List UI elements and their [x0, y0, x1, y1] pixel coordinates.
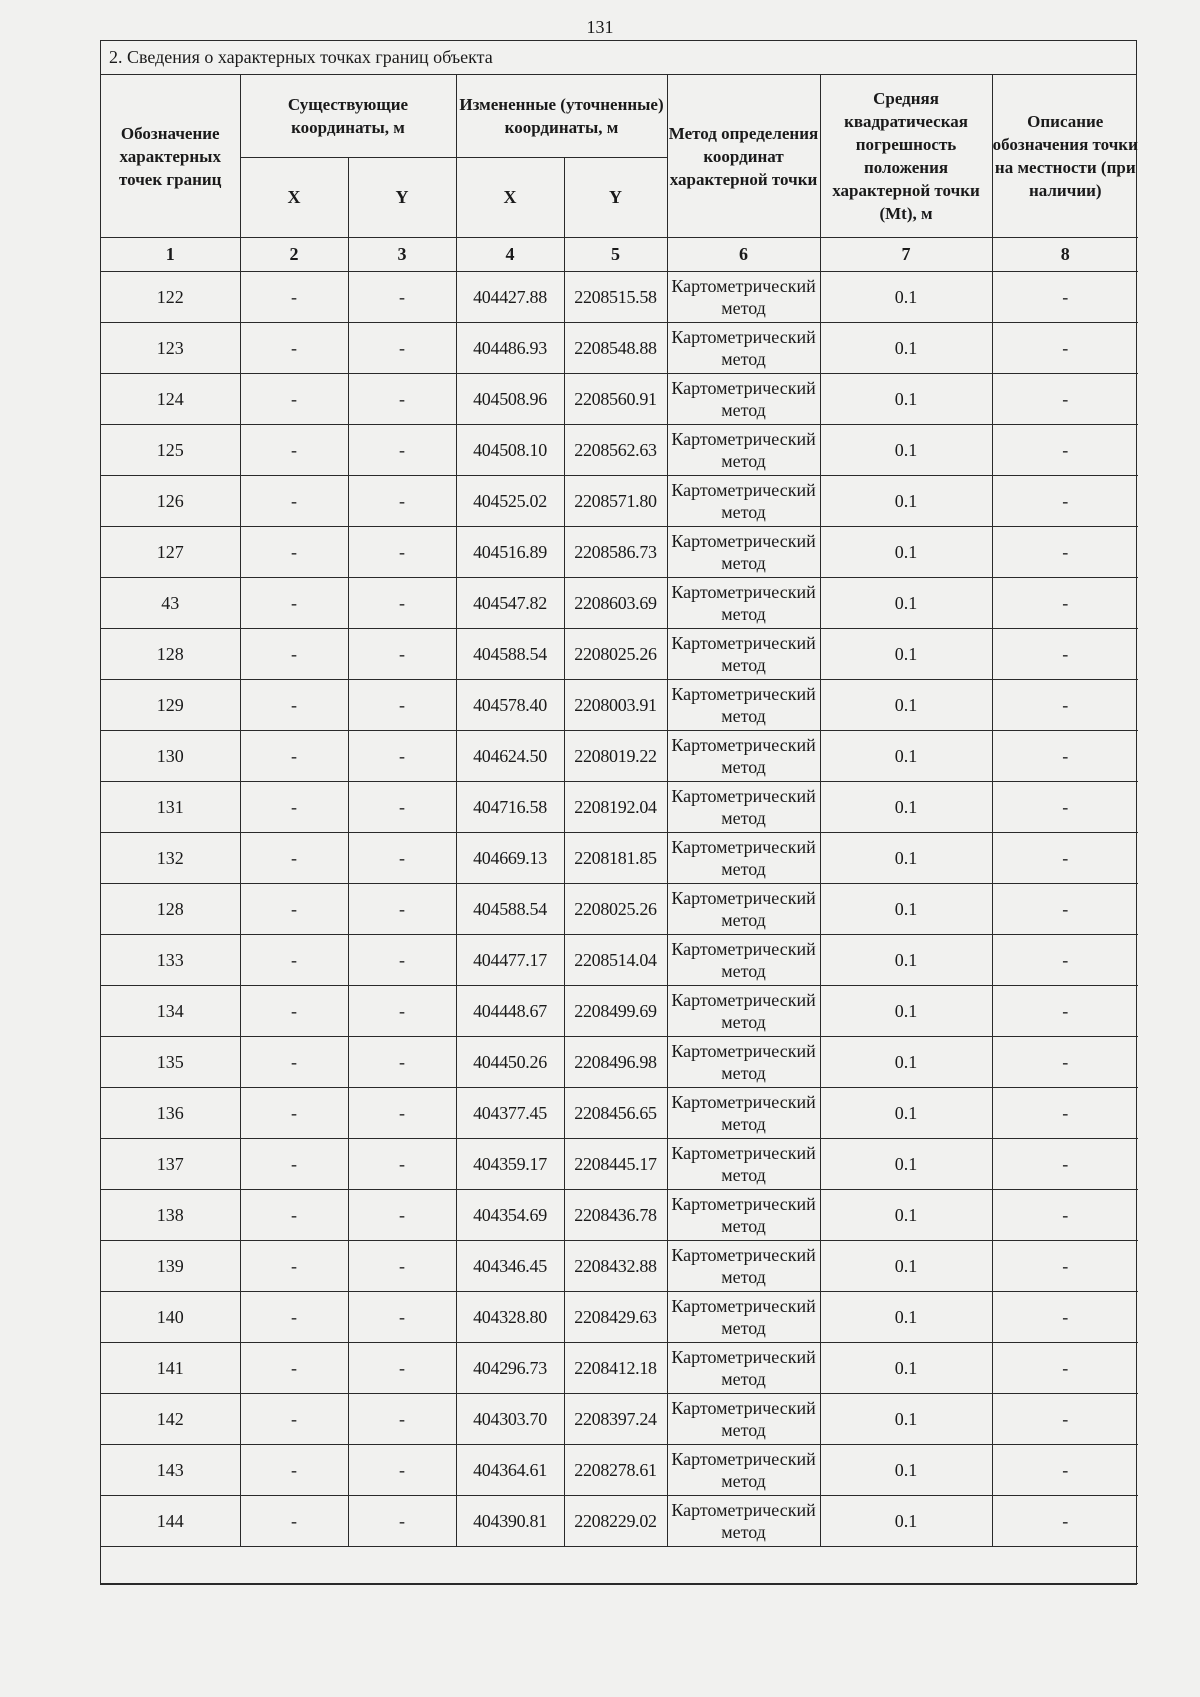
changed-x-cell: 404477.17 — [456, 935, 564, 986]
method-cell: Картометрический метод — [667, 833, 820, 884]
mean-error-cell: 0.1 — [820, 935, 992, 986]
changed-x-cell: 404427.88 — [456, 272, 564, 323]
method-cell: Картометрический метод — [667, 935, 820, 986]
existing-x-cell: - — [240, 782, 348, 833]
changed-y-cell: 2208229.02 — [564, 1496, 667, 1547]
existing-x-cell: - — [240, 1496, 348, 1547]
existing-y-cell: - — [348, 1394, 456, 1445]
existing-y-cell: - — [348, 323, 456, 374]
existing-y-cell: - — [348, 527, 456, 578]
table-row — [101, 680, 1138, 731]
description-cell: - — [992, 884, 1138, 935]
existing-y-cell: - — [348, 1292, 456, 1343]
description-cell: - — [992, 1241, 1138, 1292]
changed-y-cell: 2208025.26 — [564, 629, 667, 680]
changed-y-cell: 2208514.04 — [564, 935, 667, 986]
changed-y-cell: 2208436.78 — [564, 1190, 667, 1241]
description-cell: - — [992, 731, 1138, 782]
boundary-points-table — [101, 75, 1138, 1584]
changed-y-cell: 2208456.65 — [564, 1088, 667, 1139]
table-row — [101, 272, 1138, 323]
table-row — [101, 1394, 1138, 1445]
point-id-cell: 133 — [101, 935, 240, 986]
changed-x-cell: 404508.96 — [456, 374, 564, 425]
point-id-cell: 144 — [101, 1496, 240, 1547]
mean-error-cell: 0.1 — [820, 425, 992, 476]
existing-y-cell: - — [348, 935, 456, 986]
description-cell: - — [992, 476, 1138, 527]
existing-x-cell: - — [240, 272, 348, 323]
existing-y-cell: - — [348, 986, 456, 1037]
table-row — [101, 1190, 1138, 1241]
method-cell: Картометрический метод — [667, 272, 820, 323]
table-row — [101, 1088, 1138, 1139]
existing-x-cell: - — [240, 1139, 348, 1190]
existing-y-cell: - — [348, 374, 456, 425]
mean-error-cell: 0.1 — [820, 323, 992, 374]
table-row — [101, 884, 1138, 935]
mean-error-cell: 0.1 — [820, 629, 992, 680]
column-numbers-row — [101, 238, 1138, 272]
mean-error-cell: 0.1 — [820, 272, 992, 323]
mean-error-cell: 0.1 — [820, 374, 992, 425]
method-cell: Картометрический метод — [667, 374, 820, 425]
changed-y-cell: 2208019.22 — [564, 731, 667, 782]
header-existing-y: Y — [348, 158, 456, 238]
mean-error-cell: 0.1 — [820, 1088, 992, 1139]
table-row — [101, 986, 1138, 1037]
description-cell: - — [992, 680, 1138, 731]
header-method: Метод определения координат характерной точки — [667, 75, 820, 238]
boundary-points-section — [100, 40, 1137, 1585]
mean-error-cell: 0.1 — [820, 1292, 992, 1343]
changed-y-cell: 2208278.61 — [564, 1445, 667, 1496]
changed-y-cell: 2208412.18 — [564, 1343, 667, 1394]
mean-error-cell: 0.1 — [820, 884, 992, 935]
point-id-cell: 135 — [101, 1037, 240, 1088]
table-row — [101, 1343, 1138, 1394]
existing-x-cell: - — [240, 374, 348, 425]
changed-y-cell: 2208562.63 — [564, 425, 667, 476]
changed-y-cell: 2208397.24 — [564, 1394, 667, 1445]
existing-y-cell: - — [348, 578, 456, 629]
existing-x-cell: - — [240, 680, 348, 731]
description-cell: - — [992, 833, 1138, 884]
mean-error-cell: 0.1 — [820, 986, 992, 1037]
table-row — [101, 425, 1138, 476]
table-row — [101, 374, 1138, 425]
description-cell: - — [992, 527, 1138, 578]
mean-error-cell: 0.1 — [820, 1445, 992, 1496]
point-id-cell: 136 — [101, 1088, 240, 1139]
header-designation: Обозначение характерных точек границ — [101, 75, 240, 238]
method-cell: Картометрический метод — [667, 1394, 820, 1445]
description-cell: - — [992, 1037, 1138, 1088]
header-description: Описание обозначения точки на местности (при наличии) — [992, 75, 1138, 238]
changed-x-cell: 404448.67 — [456, 986, 564, 1037]
header-existing-x: X — [240, 158, 348, 238]
description-cell: - — [992, 986, 1138, 1037]
existing-x-cell: - — [240, 884, 348, 935]
changed-y-cell: 2208429.63 — [564, 1292, 667, 1343]
changed-x-cell: 404525.02 — [456, 476, 564, 527]
table-row — [101, 782, 1138, 833]
header-existing-coordinates: Существующие координаты, м — [240, 75, 456, 158]
point-id-cell: 143 — [101, 1445, 240, 1496]
method-cell: Картометрический метод — [667, 323, 820, 374]
description-cell: - — [992, 935, 1138, 986]
changed-x-cell: 404377.45 — [456, 1088, 564, 1139]
table-row — [101, 731, 1138, 782]
changed-y-cell: 2208499.69 — [564, 986, 667, 1037]
description-cell: - — [992, 782, 1138, 833]
point-id-cell: 130 — [101, 731, 240, 782]
existing-x-cell: - — [240, 731, 348, 782]
existing-y-cell: - — [348, 1139, 456, 1190]
existing-y-cell: - — [348, 476, 456, 527]
point-id-cell: 125 — [101, 425, 240, 476]
mean-error-cell: 0.1 — [820, 782, 992, 833]
column-number: 6 — [667, 238, 820, 272]
point-id-cell: 142 — [101, 1394, 240, 1445]
changed-x-cell: 404486.93 — [456, 323, 564, 374]
existing-x-cell: - — [240, 578, 348, 629]
header-changed-coordinates: Измененные (уточненные) координаты, м — [456, 75, 667, 158]
existing-y-cell: - — [348, 731, 456, 782]
existing-y-cell: - — [348, 1088, 456, 1139]
table-row — [101, 1241, 1138, 1292]
point-id-cell: 140 — [101, 1292, 240, 1343]
mean-error-cell: 0.1 — [820, 833, 992, 884]
changed-x-cell: 404359.17 — [456, 1139, 564, 1190]
description-cell: - — [992, 425, 1138, 476]
method-cell: Картометрический метод — [667, 1445, 820, 1496]
changed-x-cell: 404508.10 — [456, 425, 564, 476]
method-cell: Картометрический метод — [667, 1088, 820, 1139]
changed-y-cell: 2208003.91 — [564, 680, 667, 731]
changed-x-cell: 404547.82 — [456, 578, 564, 629]
method-cell: Картометрический метод — [667, 629, 820, 680]
changed-x-cell: 404578.40 — [456, 680, 564, 731]
existing-x-cell: - — [240, 1343, 348, 1394]
existing-x-cell: - — [240, 425, 348, 476]
changed-y-cell: 2208603.69 — [564, 578, 667, 629]
method-cell: Картометрический метод — [667, 986, 820, 1037]
method-cell: Картометрический метод — [667, 1037, 820, 1088]
existing-y-cell: - — [348, 1496, 456, 1547]
existing-x-cell: - — [240, 629, 348, 680]
existing-x-cell: - — [240, 833, 348, 884]
existing-y-cell: - — [348, 629, 456, 680]
point-id-cell: 129 — [101, 680, 240, 731]
changed-x-cell: 404450.26 — [456, 1037, 564, 1088]
table-footer-row — [101, 1547, 1138, 1584]
method-cell: Картометрический метод — [667, 680, 820, 731]
method-cell: Картометрический метод — [667, 425, 820, 476]
mean-error-cell: 0.1 — [820, 1241, 992, 1292]
column-number: 3 — [348, 238, 456, 272]
mean-error-cell: 0.1 — [820, 1190, 992, 1241]
existing-y-cell: - — [348, 884, 456, 935]
method-cell: Картометрический метод — [667, 1292, 820, 1343]
point-id-cell: 123 — [101, 323, 240, 374]
existing-x-cell: - — [240, 1037, 348, 1088]
table-row — [101, 629, 1138, 680]
table-row — [101, 935, 1138, 986]
table-body — [101, 272, 1138, 1547]
description-cell: - — [992, 1445, 1138, 1496]
changed-y-cell: 2208496.98 — [564, 1037, 667, 1088]
existing-x-cell: - — [240, 1292, 348, 1343]
changed-y-cell: 2208548.88 — [564, 323, 667, 374]
existing-x-cell: - — [240, 1394, 348, 1445]
description-cell: - — [992, 272, 1138, 323]
existing-y-cell: - — [348, 1190, 456, 1241]
column-number: 2 — [240, 238, 348, 272]
header-changed-y: Y — [564, 158, 667, 238]
column-number: 8 — [992, 238, 1138, 272]
changed-y-cell: 2208445.17 — [564, 1139, 667, 1190]
existing-x-cell: - — [240, 986, 348, 1037]
method-cell: Картометрический метод — [667, 884, 820, 935]
point-id-cell: 131 — [101, 782, 240, 833]
changed-y-cell: 2208571.80 — [564, 476, 667, 527]
existing-y-cell: - — [348, 1241, 456, 1292]
existing-y-cell: - — [348, 272, 456, 323]
existing-y-cell: - — [348, 1445, 456, 1496]
mean-error-cell: 0.1 — [820, 1394, 992, 1445]
description-cell: - — [992, 374, 1138, 425]
method-cell: Картометрический метод — [667, 527, 820, 578]
table-row — [101, 476, 1138, 527]
point-id-cell: 134 — [101, 986, 240, 1037]
existing-x-cell: - — [240, 476, 348, 527]
method-cell: Картометрический метод — [667, 578, 820, 629]
description-cell: - — [992, 1394, 1138, 1445]
existing-y-cell: - — [348, 833, 456, 884]
header-mean-error: Средняя квадратическая погрешность положения характерной точки (Mt), м — [820, 75, 992, 238]
table-row — [101, 1496, 1138, 1547]
existing-y-cell: - — [348, 1037, 456, 1088]
point-id-cell: 122 — [101, 272, 240, 323]
changed-y-cell: 2208515.58 — [564, 272, 667, 323]
table-row — [101, 1445, 1138, 1496]
table-row — [101, 1292, 1138, 1343]
column-number: 5 — [564, 238, 667, 272]
changed-y-cell: 2208586.73 — [564, 527, 667, 578]
changed-x-cell: 404390.81 — [456, 1496, 564, 1547]
point-id-cell: 43 — [101, 578, 240, 629]
description-cell: - — [992, 578, 1138, 629]
method-cell: Картометрический метод — [667, 1343, 820, 1394]
existing-x-cell: - — [240, 527, 348, 578]
existing-x-cell: - — [240, 323, 348, 374]
mean-error-cell: 0.1 — [820, 680, 992, 731]
point-id-cell: 139 — [101, 1241, 240, 1292]
point-id-cell: 141 — [101, 1343, 240, 1394]
section-title: 2. Сведения о характерных точках границ объекта — [101, 41, 1136, 75]
method-cell: Картометрический метод — [667, 1190, 820, 1241]
table-row — [101, 1037, 1138, 1088]
description-cell: - — [992, 323, 1138, 374]
table-row — [101, 527, 1138, 578]
existing-y-cell: - — [348, 782, 456, 833]
method-cell: Картометрический метод — [667, 1139, 820, 1190]
mean-error-cell: 0.1 — [820, 476, 992, 527]
point-id-cell: 128 — [101, 629, 240, 680]
description-cell: - — [992, 1496, 1138, 1547]
column-number: 7 — [820, 238, 992, 272]
mean-error-cell: 0.1 — [820, 1037, 992, 1088]
point-id-cell: 124 — [101, 374, 240, 425]
changed-x-cell: 404346.45 — [456, 1241, 564, 1292]
changed-y-cell: 2208192.04 — [564, 782, 667, 833]
description-cell: - — [992, 1139, 1138, 1190]
changed-x-cell: 404328.80 — [456, 1292, 564, 1343]
method-cell: Картометрический метод — [667, 731, 820, 782]
mean-error-cell: 0.1 — [820, 1139, 992, 1190]
changed-y-cell: 2208432.88 — [564, 1241, 667, 1292]
method-cell: Картометрический метод — [667, 1496, 820, 1547]
column-number: 4 — [456, 238, 564, 272]
changed-x-cell: 404669.13 — [456, 833, 564, 884]
point-id-cell: 128 — [101, 884, 240, 935]
changed-x-cell: 404303.70 — [456, 1394, 564, 1445]
description-cell: - — [992, 1190, 1138, 1241]
changed-x-cell: 404296.73 — [456, 1343, 564, 1394]
description-cell: - — [992, 629, 1138, 680]
changed-y-cell: 2208025.26 — [564, 884, 667, 935]
changed-y-cell: 2208181.85 — [564, 833, 667, 884]
existing-x-cell: - — [240, 1445, 348, 1496]
mean-error-cell: 0.1 — [820, 527, 992, 578]
mean-error-cell: 0.1 — [820, 1343, 992, 1394]
description-cell: - — [992, 1088, 1138, 1139]
header-changed-x: X — [456, 158, 564, 238]
existing-x-cell: - — [240, 935, 348, 986]
existing-x-cell: - — [240, 1190, 348, 1241]
point-id-cell: 137 — [101, 1139, 240, 1190]
mean-error-cell: 0.1 — [820, 1496, 992, 1547]
table-row — [101, 578, 1138, 629]
column-number: 1 — [101, 238, 240, 272]
method-cell: Картометрический метод — [667, 782, 820, 833]
existing-x-cell: - — [240, 1088, 348, 1139]
changed-x-cell: 404516.89 — [456, 527, 564, 578]
point-id-cell: 126 — [101, 476, 240, 527]
table-row — [101, 1139, 1138, 1190]
point-id-cell: 132 — [101, 833, 240, 884]
table-row — [101, 323, 1138, 374]
changed-x-cell: 404364.61 — [456, 1445, 564, 1496]
description-cell: - — [992, 1292, 1138, 1343]
description-cell: - — [992, 1343, 1138, 1394]
existing-y-cell: - — [348, 425, 456, 476]
method-cell: Картометрический метод — [667, 1241, 820, 1292]
mean-error-cell: 0.1 — [820, 578, 992, 629]
changed-y-cell: 2208560.91 — [564, 374, 667, 425]
page-number: 131 — [586, 17, 614, 37]
existing-x-cell: - — [240, 1241, 348, 1292]
table-row — [101, 833, 1138, 884]
point-id-cell: 138 — [101, 1190, 240, 1241]
point-id-cell: 127 — [101, 527, 240, 578]
changed-x-cell: 404588.54 — [456, 629, 564, 680]
mean-error-cell: 0.1 — [820, 731, 992, 782]
method-cell: Картометрический метод — [667, 476, 820, 527]
changed-x-cell: 404624.50 — [456, 731, 564, 782]
existing-y-cell: - — [348, 1343, 456, 1394]
changed-x-cell: 404354.69 — [456, 1190, 564, 1241]
changed-x-cell: 404716.58 — [456, 782, 564, 833]
existing-y-cell: - — [348, 680, 456, 731]
changed-x-cell: 404588.54 — [456, 884, 564, 935]
